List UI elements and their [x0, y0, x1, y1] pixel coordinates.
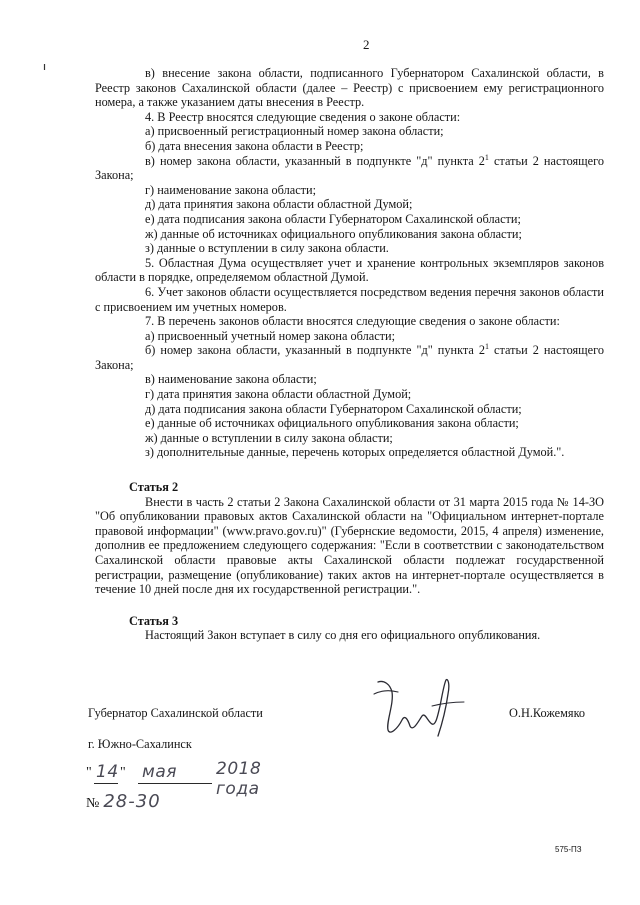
paragraph: д) дата подписания закона области Губернатором Сахалинской области;: [145, 401, 522, 416]
paragraph: [95, 343, 604, 372]
month-underline: [138, 783, 212, 784]
date-month: мая: [142, 762, 177, 782]
paragraph-text: статьи 2 настоящего Закона;: [95, 343, 604, 372]
paragraph: а) присвоенный регистрационный номер закона области;: [145, 124, 444, 139]
paragraph: [95, 154, 604, 183]
article-2-text: Внести в часть 2 статьи 2 Закона Сахалинской области от 31 марта 2015 года № 14-ЗО "Об опубликовании правовых актов Сахалинской области на "Официальном интернет-портале правовой информации" (www.pravo.gov.ru)" (Губернские ведомости, 2015, 4 апреля) изменение, дополнив ее предложением следующего содержания: "Если в соответствии с законодательством Сахалинской области правовые акты Сахалинской области подлежат государственной регистрации, размещение (опубликование) таких актов на интернет-портале осуществляется в течение 10 дней после дня их государственной регистрации.".: [95, 494, 604, 597]
paragraph: 7. В перечень законов области вносятся следующие сведения о законе области:: [145, 314, 560, 329]
paragraph: з) дополнительные данные, перечень которых определяется областной Думой.".: [145, 445, 565, 460]
paragraph: в) внесение закона области, подписанного Губернатором Сахалинской области, в Реестр законов Сахалинской области (далее – Реестр) с присвоением ему регистрационного номера, а также указанием даты внесения в Реестр.: [95, 66, 604, 110]
city: г. Южно-Сахалинск: [88, 737, 192, 751]
article-3-text: Настоящий Закон вступает в силу со дня его официального опубликования.: [145, 628, 541, 643]
article-3-title: Статья 3: [129, 613, 179, 628]
paragraph-text: в) номер закона области, указанный в подпункте "д" пункта 2: [145, 153, 485, 168]
superscript: 1: [485, 342, 490, 352]
number-value: 28-30: [103, 791, 161, 812]
date-day: 14: [96, 762, 119, 782]
paragraph: з) данные о вступлении в силу закона области.: [145, 241, 389, 256]
paragraph: 5. Областная Дума осуществляет учет и хранение контрольных экземпляров законов области в порядке, определяемом областной Думой.: [95, 255, 604, 285]
footer-code: 575-ПЗ: [555, 845, 582, 854]
handwritten-signature: [372, 676, 468, 740]
scan-mark: [43, 64, 46, 70]
paragraph: г) дата принятия закона области областной Думой;: [145, 387, 412, 402]
paragraph: д) дата принятия закона области областной Думой;: [145, 197, 413, 212]
paragraph-text: б) номер закона области, указанный в подпункте "д" пункта 2: [145, 343, 486, 358]
date-year: 2018 года: [216, 759, 262, 799]
signing-date: [86, 759, 306, 799]
paragraph: е) данные об источниках официального опубликования закона области;: [145, 416, 519, 431]
paragraph: в) наименование закона области;: [145, 372, 317, 387]
day-underline: [94, 783, 118, 784]
quote-close: ": [120, 765, 127, 780]
paragraph: а) присвоенный учетный номер закона области;: [145, 328, 396, 343]
paragraph: 4. В Реестр вносятся следующие сведения о законе области:: [145, 109, 461, 124]
quote-open: ": [86, 765, 93, 780]
registration-number: [86, 791, 161, 817]
governor-name: О.Н.Кожемяко: [509, 706, 586, 720]
paragraph: г) наименование закона области;: [145, 182, 317, 197]
paragraph: е) дата подписания закона области Губернатором Сахалинской области;: [145, 211, 521, 226]
document-body: [95, 66, 604, 643]
number-sign: №: [86, 796, 100, 811]
governor-title: Губернатор Сахалинской области: [88, 706, 263, 720]
paragraph: 6. Учет законов области осуществляется посредством ведения перечня законов области с присвоением им учетных номеров.: [95, 284, 604, 314]
article-2-title: Статья 2: [129, 480, 179, 495]
page-number: 2: [363, 37, 370, 52]
paragraph: б) дата внесения закона области в Реестр;: [145, 138, 364, 153]
paragraph: ж) данные об источниках официального опубликования закона области;: [145, 226, 522, 241]
paragraph: ж) данные о вступлении в силу закона области;: [145, 430, 393, 445]
superscript: 1: [484, 152, 489, 162]
paragraph-text: статьи 2 настоящего Закона;: [95, 153, 604, 183]
